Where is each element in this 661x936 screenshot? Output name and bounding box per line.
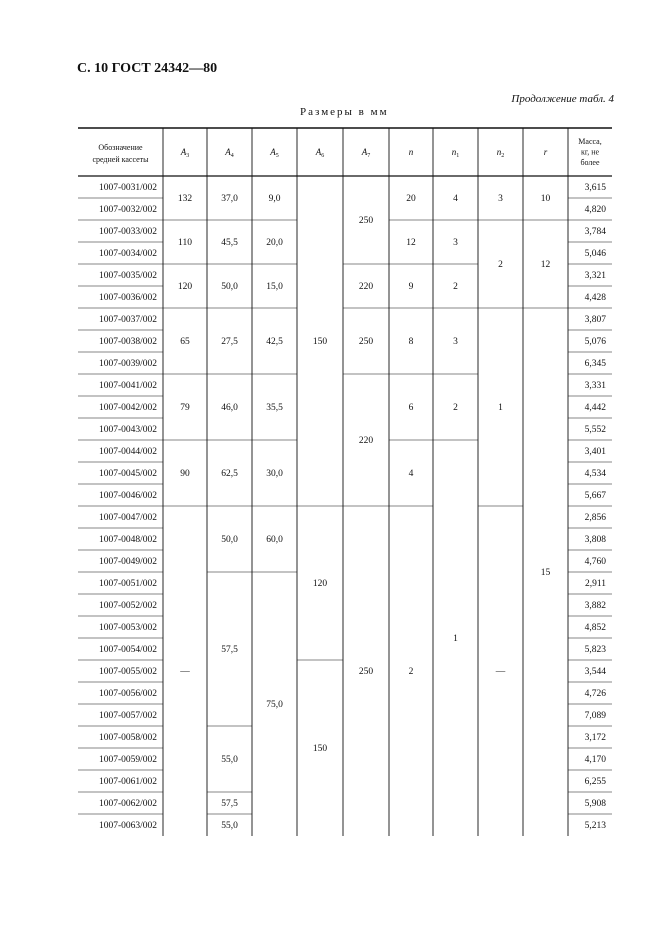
row-mass: 3,808 <box>584 535 606 546</box>
cell-n1: 3 <box>453 238 458 249</box>
row-mass: 5,908 <box>584 799 606 810</box>
cell-a4: 37,0 <box>221 194 238 205</box>
cell-a3: 110 <box>178 238 192 249</box>
cell-a4: 57,5 <box>221 645 238 656</box>
row-designation: 1007-0046/002 <box>98 491 157 502</box>
row-designation: 1007-0047/002 <box>98 513 157 524</box>
header-a5: $A_5$ <box>270 147 279 160</box>
cell-n: 4 <box>408 469 414 480</box>
row-mass: 7,089 <box>584 711 606 722</box>
row-designation: 1007-0055/002 <box>98 667 157 678</box>
cell-a3: 90 <box>180 469 190 480</box>
row-mass: 2,856 <box>584 513 606 524</box>
row-designation: 1007-0041/002 <box>98 381 157 392</box>
cell-n2: 1 <box>498 403 503 414</box>
row-designation: 1007-0059/002 <box>98 755 157 766</box>
row-mass: 4,534 <box>584 469 606 480</box>
cell-a4: 50,0 <box>221 535 238 546</box>
cell-a5: 60,0 <box>266 535 283 546</box>
cell-a5: 20,0 <box>266 238 283 249</box>
units-caption: Размеры в мм <box>300 106 389 118</box>
row-mass: 4,170 <box>584 755 606 766</box>
cell-r: 15 <box>540 568 551 579</box>
cell-n: 12 <box>406 238 416 249</box>
cell-a4: 57,5 <box>221 799 238 810</box>
row-designation: 1007-0037/002 <box>98 315 157 326</box>
row-designation: 1007-0053/002 <box>98 623 157 634</box>
cell-a5: 30,0 <box>266 469 283 480</box>
cell-a3: 120 <box>177 282 193 293</box>
header-a4: $A_4$ <box>225 147 234 160</box>
row-designation: 1007-0061/002 <box>98 777 157 788</box>
cell-a5: 75,0 <box>266 700 283 711</box>
cell-a7: 220 <box>358 436 374 447</box>
cell-a5: 15,0 <box>266 282 283 293</box>
row-mass: 3,784 <box>584 227 606 238</box>
cell-n: 20 <box>406 194 416 205</box>
row-mass: 4,760 <box>584 557 606 568</box>
page-header: С. 10 ГОСТ 24342—80 <box>77 61 218 76</box>
header-designation: средней кассеты <box>92 154 149 164</box>
cell-a6: 120 <box>312 579 328 590</box>
cell-a3: 65 <box>180 337 190 348</box>
row-designation: 1007-0042/002 <box>98 403 157 414</box>
table-continuation-note: Продолжение табл. 4 <box>511 93 614 105</box>
row-mass: 4,442 <box>584 403 606 414</box>
header-mass: Масса, <box>578 136 602 146</box>
row-mass: 6,255 <box>584 777 606 788</box>
row-mass: 2,911 <box>584 579 606 590</box>
row-designation: 1007-0039/002 <box>98 359 157 370</box>
row-mass: 5,213 <box>584 821 606 832</box>
cell-n1: 2 <box>453 403 458 414</box>
row-mass: 5,076 <box>584 337 606 348</box>
header-n1: $n_1$ <box>451 147 460 160</box>
cell-n1: 4 <box>453 194 458 205</box>
header-designation: Обозначение <box>98 142 143 152</box>
row-mass: 5,046 <box>584 249 606 260</box>
cell-a3: 132 <box>177 194 193 205</box>
cell-n1: 1 <box>453 634 458 645</box>
row-mass: 3,882 <box>584 601 606 612</box>
cell-a4: 50,0 <box>221 282 238 293</box>
row-mass: 3,321 <box>584 271 606 282</box>
header-mass: более <box>580 157 600 167</box>
row-designation: 1007-0036/002 <box>98 293 157 304</box>
cell-a5: 9,0 <box>268 194 281 205</box>
row-mass: 4,726 <box>584 689 606 700</box>
row-designation: 1007-0051/002 <box>98 579 157 590</box>
cell-n2: 3 <box>498 194 503 205</box>
cell-n1: 3 <box>453 337 458 348</box>
row-mass: 3,331 <box>584 381 606 392</box>
row-mass: 4,428 <box>584 293 606 304</box>
row-designation: 1007-0056/002 <box>98 689 157 700</box>
cell-n2: 2 <box>498 260 503 271</box>
cell-n: 6 <box>408 403 414 414</box>
row-designation: 1007-0063/002 <box>98 821 157 832</box>
row-designation: 1007-0032/002 <box>98 205 157 216</box>
row-designation: 1007-0045/002 <box>98 469 157 480</box>
row-mass: 4,820 <box>584 205 606 216</box>
row-mass: 3,172 <box>584 733 606 744</box>
cell-a4: 55,0 <box>221 755 238 766</box>
cell-a3: — <box>180 667 190 678</box>
row-mass: 3,807 <box>584 315 606 326</box>
cell-a4: 46,0 <box>221 403 238 414</box>
row-mass: 6,345 <box>584 359 606 370</box>
cell-a5: 42,5 <box>266 337 283 348</box>
row-mass: 5,823 <box>584 645 606 656</box>
row-designation: 1007-0062/002 <box>98 799 157 810</box>
row-designation: 1007-0052/002 <box>98 601 157 612</box>
header-mass: кг, не <box>580 147 600 157</box>
row-designation: 1007-0058/002 <box>98 733 157 744</box>
header-a3: $A_3$ <box>180 147 190 160</box>
row-designation: 1007-0054/002 <box>98 645 157 656</box>
row-mass: 5,667 <box>584 491 606 502</box>
cell-r: 10 <box>540 194 551 205</box>
header-r: r <box>543 147 548 158</box>
cell-a4: 45,5 <box>221 238 238 249</box>
row-mass: 5,552 <box>584 425 606 436</box>
row-designation: 1007-0057/002 <box>98 711 157 722</box>
cell-n2: — <box>495 667 506 678</box>
row-designation: 1007-0034/002 <box>98 249 157 260</box>
cell-a6: 150 <box>312 744 328 755</box>
cell-n: 9 <box>408 282 414 293</box>
header-a6: $A_6$ <box>315 147 325 160</box>
cell-a6: 150 <box>312 337 328 348</box>
cell-a4: 55,0 <box>221 821 238 832</box>
header-a7: $A_7$ <box>361 147 371 160</box>
row-mass: 3,544 <box>584 667 606 678</box>
cell-n1: 2 <box>453 282 458 293</box>
cell-a7: 250 <box>358 216 374 227</box>
row-designation: 1007-0049/002 <box>98 557 157 568</box>
row-designation: 1007-0038/002 <box>98 337 157 348</box>
row-designation: 1007-0043/002 <box>98 425 157 436</box>
row-designation: 1007-0035/002 <box>98 271 157 282</box>
cell-n: 2 <box>408 667 414 678</box>
row-mass: 3,615 <box>584 183 606 194</box>
cell-a3: 79 <box>180 403 190 414</box>
header-n2: $n_2$ <box>496 147 505 160</box>
cell-r: 12 <box>540 260 551 271</box>
cell-a5: 35,5 <box>266 403 283 414</box>
row-mass: 3,401 <box>584 447 606 458</box>
cell-a7: 250 <box>358 337 374 348</box>
row-designation: 1007-0033/002 <box>98 227 157 238</box>
row-designation: 1007-0031/002 <box>98 183 157 194</box>
header-n: n <box>408 147 414 158</box>
cell-a4: 62,5 <box>221 469 238 480</box>
row-mass: 4,852 <box>584 623 606 634</box>
row-designation: 1007-0044/002 <box>98 447 157 458</box>
cell-a7: 250 <box>358 667 374 678</box>
cell-n: 8 <box>408 337 414 348</box>
row-designation: 1007-0048/002 <box>98 535 157 546</box>
cell-a4: 27,5 <box>221 337 238 348</box>
cell-a7: 220 <box>358 282 374 293</box>
